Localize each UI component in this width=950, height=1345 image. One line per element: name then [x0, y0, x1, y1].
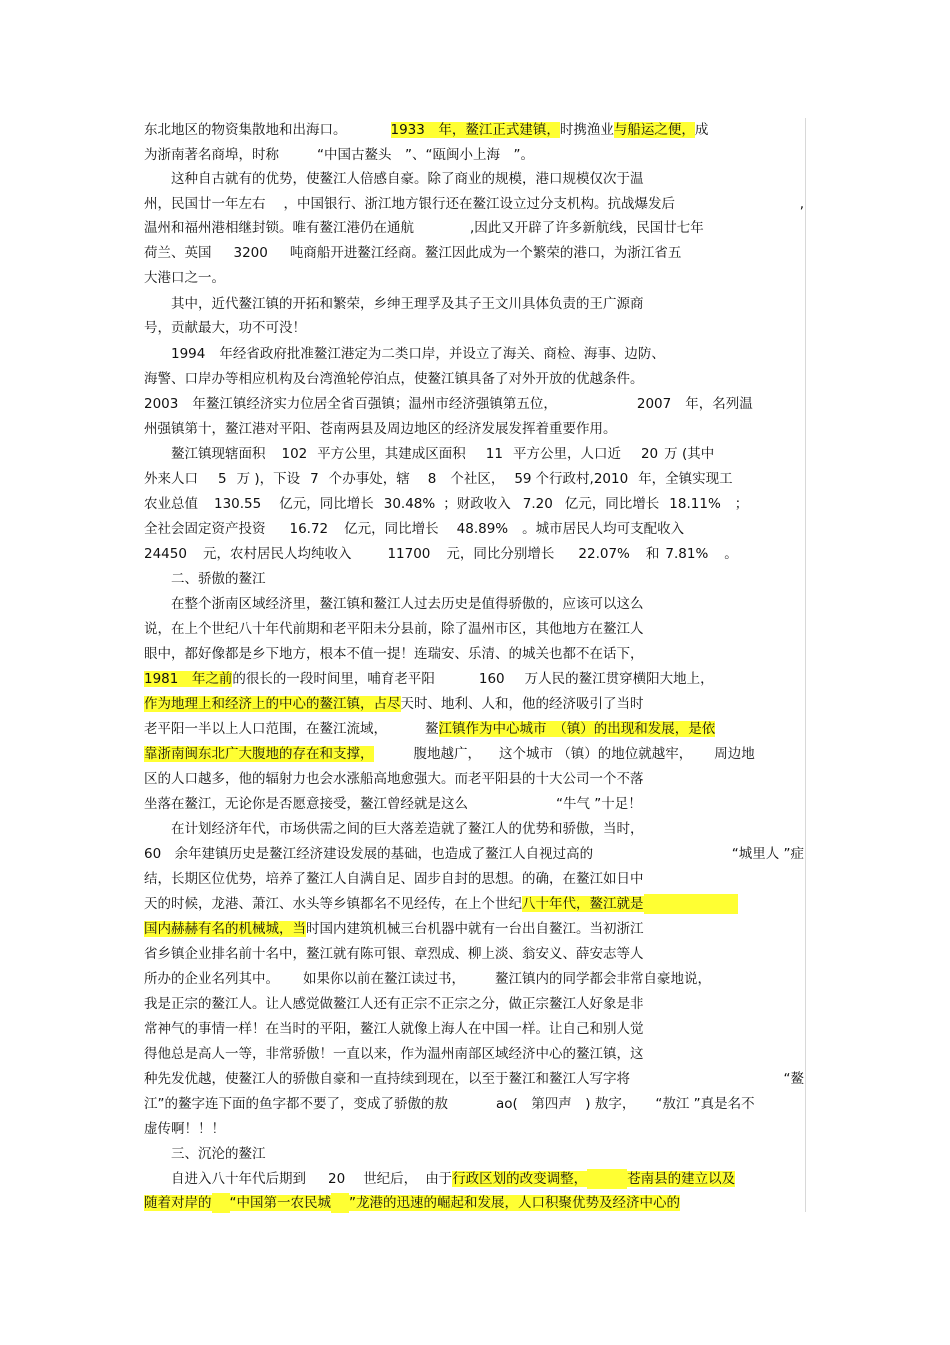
text-span: 16.72	[289, 521, 329, 537]
text-line	[144, 967, 711, 991]
text-line	[144, 367, 644, 391]
text-span: 平方公里，人口近	[512, 446, 621, 462]
text-span: 州强镇第十，鳌江港对平阳、苍南两县及周边地区的经济发展发挥着重要作用。	[144, 421, 617, 437]
text-span: 区的人口越多，他的辐射力也会水涨船高地愈强大。而老平阳县的十大公司一个不落	[144, 771, 644, 787]
text-span: “牛气 ”十足！	[556, 796, 642, 812]
text-span: 。	[724, 546, 738, 562]
text-line	[144, 1017, 644, 1041]
text-line	[144, 817, 644, 841]
text-span: 所办的企业名列其中。	[144, 971, 279, 987]
text-span: ao( 第四声 ) 敖字，	[496, 1096, 636, 1112]
text-span: 二、骄傲的鳌江	[144, 571, 266, 587]
text-span: 年，全镇实现工	[638, 471, 733, 487]
text-span: 22.07%	[578, 546, 630, 562]
text-line	[144, 442, 714, 466]
text-line	[144, 842, 804, 866]
text-span: 万人民的鳌江贯穿横阳大地上，	[524, 671, 714, 687]
text-line	[144, 742, 755, 766]
text-span: 年经省政府批准鳌江港定为二类口岸，并设立了海关、商检、海事、边防、	[219, 346, 665, 362]
text-span: “敖江 ”真是名不	[655, 1096, 755, 1112]
text-span: 外来人口	[144, 471, 198, 487]
text-span: 平方公里，其建成区面积	[317, 446, 466, 462]
text-span: 天的时候，龙港、萧江、水头等乡镇都名不见经传，在上个世纪	[144, 896, 522, 912]
highlight-span: 与船运之便，	[613, 122, 695, 138]
text-span: 的很长的一段时间里，哺育老平阳	[232, 671, 435, 687]
text-line	[144, 192, 804, 216]
text-span: 7.20	[522, 496, 553, 512]
text-span: “城里人 ”症	[731, 846, 804, 862]
text-span: 我是正宗的鳌江人。让人感觉做鳌江人还有正宗不正宗之分，做正宗鳌江人好象是非	[144, 996, 644, 1012]
text-line	[144, 1191, 680, 1215]
text-span: 虚传啊！！！	[144, 1121, 225, 1137]
text-span: ；财政收入	[443, 496, 511, 512]
text-line	[144, 642, 644, 666]
text-span: 三、沉沦的鳌江	[144, 1146, 266, 1162]
text-span: “鳌	[783, 1071, 804, 1087]
text-line	[144, 342, 665, 366]
text-span: 亿元，同比增长	[564, 496, 660, 512]
text-span: 160	[478, 671, 505, 687]
text-span: 2003	[144, 396, 179, 412]
highlight-span: 苍南县的建立以及	[627, 1171, 736, 1187]
text-line	[144, 492, 748, 516]
text-span: 个社区，	[450, 471, 505, 487]
text-span: 周边地	[714, 746, 755, 762]
text-span: 8	[427, 471, 437, 487]
text-span: 荷兰、英国	[144, 245, 212, 261]
text-span: 由于	[425, 1171, 453, 1187]
text-span: 时携渔业	[559, 122, 614, 138]
text-line	[144, 592, 644, 616]
text-span: 种先发优越，使鳌江人的骄傲自豪和一直持续到现在，以至于鳌江和鳌江人写字将	[144, 1071, 630, 1087]
text-line	[144, 792, 642, 816]
text-span: 万 )，下设	[236, 471, 301, 487]
text-span: 全社会固定资产投资	[144, 521, 266, 537]
text-span: 5	[218, 471, 227, 487]
text-span: 102	[281, 446, 308, 462]
text-span: 7	[310, 471, 319, 487]
highlight-span: 国内赫赫有名的机械城，当	[144, 921, 306, 937]
text-span: 和	[645, 546, 660, 562]
text-span: 个办事处，辖	[328, 471, 410, 487]
text-span: “瓯闽小上海 ”。	[425, 147, 534, 163]
highlight-span: 江镇作为中心城市 （镇）的出现和发展，是依	[438, 721, 716, 737]
text-span: 为浙南著名商埠，时称	[144, 147, 279, 163]
text-line	[144, 143, 534, 167]
text-span: 7.81%	[665, 546, 709, 562]
highlight-span: ”龙港的迅速的崛起和发展，人口积聚优势及经济中心的	[349, 1195, 680, 1211]
section-heading	[144, 1142, 266, 1166]
text-span: 年，名列温	[685, 396, 753, 412]
highlight-span: 行政区划的改变调整，	[452, 1171, 588, 1187]
text-line	[144, 542, 738, 566]
text-span: 号，贡献最大，功不可没！	[144, 320, 306, 336]
text-span: 60 余年建镇历史是鳌江经济建设发展的基础，也造成了鳌江人自视过高的	[144, 846, 594, 862]
text-line	[144, 767, 644, 791]
text-span: 这种自古就有的优势，使鳌江人倍感自豪。除了商业的规模，港口规模仅次于温	[144, 171, 644, 187]
text-span: ；	[734, 496, 749, 512]
text-span: 万 (其中	[664, 446, 715, 462]
text-span: 个行政村	[535, 471, 590, 487]
text-line	[144, 892, 738, 916]
right-margin-rule	[805, 118, 806, 1212]
text-span: 亿元，同比增长	[344, 521, 439, 537]
text-line	[144, 467, 733, 491]
text-line	[144, 167, 644, 191]
text-span: 省乡镇企业排名前十名中，鳌江就有陈可银、章烈成、柳上淡、翁安义、薛安志等人	[144, 946, 644, 962]
text-line	[144, 266, 225, 290]
text-line	[144, 417, 617, 441]
text-span: 说，在上个世纪八十年代前期和老平阳未分县前，除了温州市区，其他地方在鳌江人	[144, 621, 644, 637]
text-span: 20	[328, 1171, 346, 1187]
text-span: 1994	[144, 346, 206, 362]
text-span: ,2010	[589, 471, 629, 487]
highlight-span: 八十年代，鳌江就是	[522, 896, 644, 912]
text-span: 江”的鳌字连下面的鱼字都不要了，变成了骄傲的敖	[144, 1096, 448, 1112]
text-span: “中国古鳌头 ”、	[317, 147, 426, 163]
text-span: 大港口之一。	[144, 270, 225, 286]
text-span: 天时、地利、人和，他的经济吸引了当时	[400, 696, 644, 712]
text-span: 在计划经济年代，市场供需之间的巨大落差造就了鳌江人的优势和骄傲，当时，	[144, 821, 644, 837]
text-line	[144, 316, 306, 340]
text-span: 30.48%	[383, 496, 436, 512]
text-span: 眼中，都好像都是乡下地方，根本不值一提！连瑞安、乐清、的城关也都不在话下，	[144, 646, 644, 662]
text-span: 在整个浙南区域经济里，鳌江镇和鳌江人过去历史是值得骄傲的，应该可以这么	[144, 596, 644, 612]
text-span: 11700	[387, 546, 431, 562]
highlight-span: “中国第一农民城	[229, 1195, 331, 1211]
text-line	[144, 517, 684, 541]
text-span: 2007	[636, 396, 672, 412]
text-span: 20	[640, 446, 659, 462]
text-span: 结，长期区位优势，培养了鳌江人自满自足、固步自封的思想。的确，在鳌江如日中	[144, 871, 644, 887]
text-line	[144, 867, 644, 891]
text-span: ,因此又开辟了许多新航线，民国廿七年	[470, 220, 704, 236]
text-span: 3200	[233, 245, 268, 261]
text-line	[144, 667, 714, 691]
text-span: 130.55	[214, 496, 262, 512]
text-span: 59	[514, 471, 532, 487]
text-line	[144, 717, 715, 741]
text-span: 11	[485, 446, 503, 462]
text-span: 海警、口岸办等相应机构及台湾渔轮停泊点，使鳌江镇具备了对外开放的优越条件。	[144, 371, 644, 387]
text-line	[144, 241, 681, 265]
text-span: 老平阳一半以上人口范围，在鳌江流域，	[144, 721, 387, 737]
text-span: 18.11%	[669, 496, 721, 512]
text-span: 温州和福州港相继封锁。唯有鳌江港仍在通航	[144, 220, 414, 236]
text-span: 鳌江镇内的同学都会非常自豪地说，	[495, 971, 711, 987]
text-span: 年鳌江镇经济实力位居全省百强镇；温州市经济强镇第五位，	[192, 396, 557, 412]
text-span: 元，同比分别增长	[446, 546, 555, 562]
text-span: 州，民国廿一年左右	[144, 196, 266, 212]
highlight-span: 1981 年之前	[144, 671, 233, 687]
section-heading	[144, 567, 266, 591]
text-span: 。城市居民人均可支配收入	[522, 521, 685, 537]
text-span: 24450	[144, 546, 187, 562]
text-span: 时国内建筑机械三台机器中就有一台出自鳌江。当初浙江	[306, 921, 644, 937]
text-line	[144, 1092, 755, 1116]
text-span: 吨商船开进鳌江经商。鳌江因此成为一个繁荣的港口，为浙江省五	[289, 245, 682, 261]
text-span: 鳌江镇现辖面积	[144, 446, 266, 462]
text-line	[144, 392, 753, 416]
text-span: ,	[799, 196, 804, 212]
text-span: 元，农村居民人均纯收入	[202, 546, 352, 562]
text-line	[144, 942, 644, 966]
text-span: 自进入八十年代后期到	[144, 1171, 306, 1187]
text-line	[144, 1042, 644, 1066]
text-span: 亿元，同比增长	[279, 496, 374, 512]
text-span: 坐落在鳌江，无论你是否愿意接受，鳌江曾经就是这么	[144, 796, 468, 812]
text-span: 鳌	[425, 721, 439, 737]
highlight-span: 随着对岸的	[144, 1195, 212, 1211]
text-line	[144, 992, 644, 1016]
text-line	[144, 292, 644, 316]
text-span: 得他总是高人一等，非常骄傲！一直以来，作为温州南部区域经济中心的鳌江镇，这	[144, 1046, 644, 1062]
highlight-span: 作为地理上和经济上的中心的鳌江镇，占尽	[144, 696, 401, 712]
text-span: 这个城市 （镇）的地位就越牢，	[499, 746, 693, 762]
text-line	[144, 216, 704, 240]
text-line	[144, 1067, 804, 1091]
text-span: 世纪后，	[363, 1171, 418, 1187]
text-span: 其中，近代鳌江镇的开拓和繁荣，乡绅王理孚及其子王文川具体负责的王广源商	[144, 296, 644, 312]
text-span: 成	[694, 122, 709, 138]
text-line	[144, 692, 644, 716]
text-line	[144, 917, 644, 941]
text-span: 腹地越广，	[413, 746, 481, 762]
text-line	[144, 1167, 735, 1191]
text-span: 农业总值	[144, 496, 198, 512]
text-span: 常神气的事情一样！在当时的平阳，鳌江人就像上海人在中国一样。让自己和别人觉	[144, 1021, 644, 1037]
highlight-span: 靠浙南闽东北广大腹地的存在和支撑，	[144, 746, 374, 762]
highlight-span: 1933 年，鳌江正式建镇，	[390, 122, 560, 138]
text-span: 48.89%	[456, 521, 509, 537]
text-span: 东北地区的物资集散地和出海口。	[144, 122, 347, 138]
text-line	[144, 118, 708, 142]
text-line	[144, 1117, 225, 1141]
text-line	[144, 617, 644, 641]
text-span: ，中国银行、浙江地方银行还在鳌江设立过分支机构。抗战爆发后	[283, 196, 675, 212]
text-span: 如果你以前在鳌江读过书，	[303, 971, 465, 987]
